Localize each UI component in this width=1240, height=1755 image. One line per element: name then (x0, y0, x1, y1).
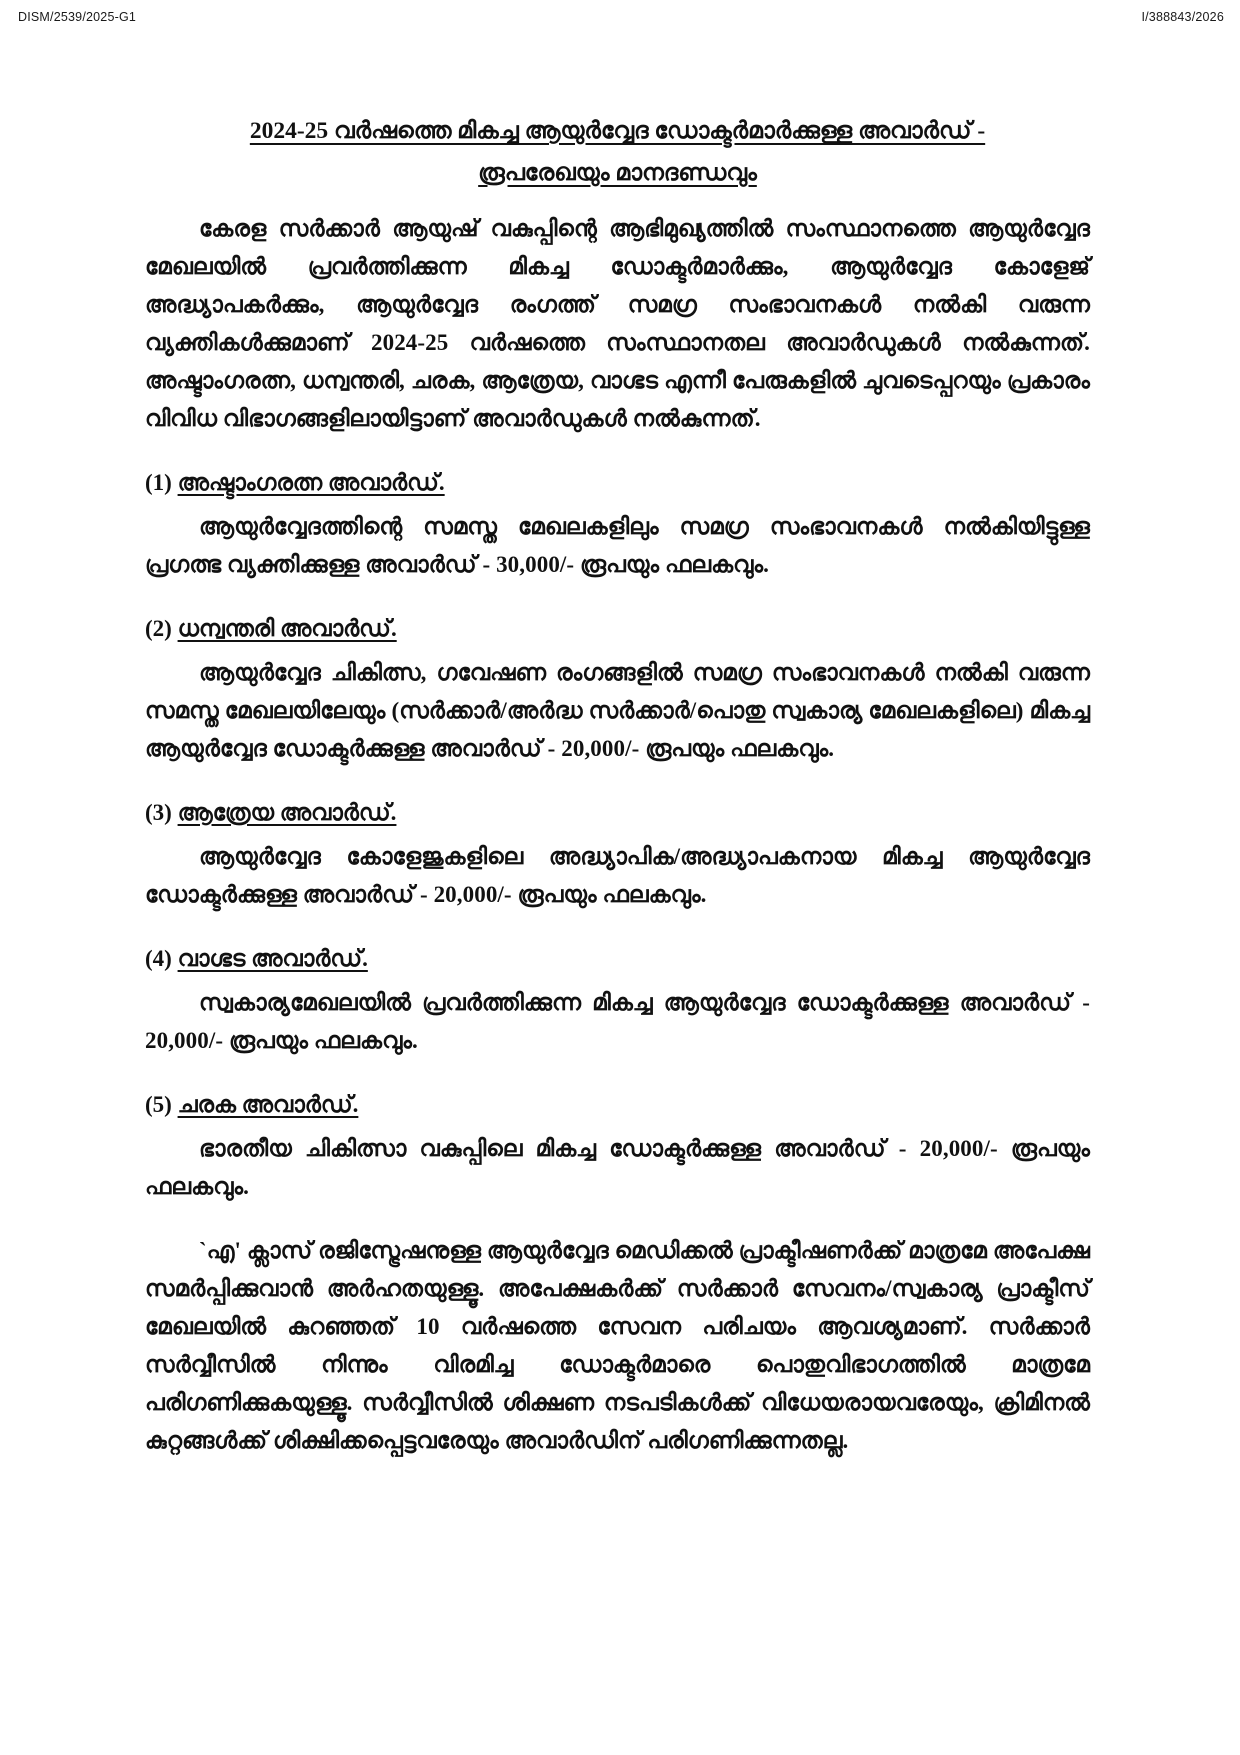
section-body: സ്വകാര്യമേഖലയിൽ പ്രവർത്തിക്കുന്ന മികച്ച ആയുർവ്വേദ ഡോക്ടർക്കുള്ള അവാർഡ് - 20,000/- രൂപയും ഫലകവും. (145, 990, 1090, 1053)
section-charaka (145, 1086, 1090, 1206)
document-content (0, 110, 1240, 1460)
section-heading-text: ചരക അവാർഡ്. (177, 1092, 359, 1117)
section-heading (145, 610, 1090, 648)
section-heading-text: വാഗ്ഭട അവാർഡ്. (177, 946, 368, 971)
section-heading (145, 794, 1090, 832)
section-heading (145, 464, 1090, 502)
section-ashtangaratna (145, 464, 1090, 584)
section-body: ഭാരതീയ ചികിത്സാ വകുപ്പിലെ മികച്ച ഡോക്ടർക്കുള്ള അവാർഡ് - 20,000/- രൂപയും ഫലകവും. (145, 1136, 1090, 1199)
section-body: ആയുർവ്വേദ കോളേജുകളിലെ അദ്ധ്യാപിക/അദ്ധ്യാപകനായ മികച്ച ആയുർവ്വേദ ഡോക്ടർക്കുള്ള അവാർഡ് - 20,000/- രൂപയും ഫലകവും. (145, 844, 1090, 907)
section-number: (2) (145, 616, 172, 641)
intro-paragraph: കേരള സർക്കാർ ആയുഷ് വകുപ്പിന്റെ ആഭിമുഖ്യത്തിൽ സംസ്ഥാനത്തെ ആയുർവ്വേദ മേഖലയിൽ പ്രവർത്തിക്കുന്ന മികച്ച ഡോക്ടർമാർക്കും, ആയുർവ്വേദ കോളേജ് അദ്ധ്യാപകർക്കും, ആയുർവ്വേദ രംഗത്ത് സമഗ്ര സംഭാവനകൾ നൽകി വരുന്ന വ്യക്തികൾക്കുമാണ് 2024-25 വർഷത്തെ സംസ്ഥാനതല അവാർഡുകൾ നൽകുന്നത്. അഷ്ടാംഗരത്ന, ധന്വന്തരി, ചരക, ആത്രേയ, വാഗ്ഭട എന്നീ പേരുകളിൽ ചുവടെപ്പറയും പ്രകാരം വിവിധ വിഭാഗങ്ങളിലായിട്ടാണ് അവാർഡുകൾ നൽകുന്നത്. (145, 216, 1091, 431)
page-header (0, 8, 1240, 24)
section-vagbhata (145, 940, 1090, 1060)
section-heading-text: ധന്വന്തരി അവാർഡ്. (177, 616, 397, 641)
section-dhanwanthari (145, 610, 1090, 768)
section-athreya (145, 794, 1090, 914)
section-heading (145, 1086, 1090, 1124)
document-title (145, 110, 1090, 194)
section-body: ആയുർവ്വേദ ചികിത്സ, ഗവേഷണ രംഗങ്ങളിൽ സമഗ്ര സംഭാവനകൾ നൽകി വരുന്ന സമസ്ത മേഖലയിലേയും (സർക്കാർ/അർദ്ധ സർക്കാർ/പൊതു സ്വകാര്യ മേഖലകളിലെ) മികച്ച ആയുർവ്വേദ ഡോക്ടർക്കുള്ള അവാർഡ് - 20,000/- രൂപയും ഫലകവും. (145, 660, 1090, 761)
section-heading (145, 940, 1090, 978)
document-title-line2: രൂപരേഖയും മാനദണ്ഡവും (478, 160, 757, 186)
section-number: (3) (145, 800, 172, 825)
section-heading-text: അഷ്ടാംഗരത്ന അവാർഡ്. (177, 470, 445, 495)
section-body: ആയുർവ്വേദത്തിന്റെ സമസ്ത മേഖലകളിലും സമഗ്ര സംഭാവനകൾ നൽകിയിട്ടുള്ള പ്രഗത്ഭ വ്യക്തിക്കുള്ള അവാർഡ് - 30,000/- രൂപയും ഫലകവും. (145, 514, 1090, 577)
section-heading-text: ആത്രേയ അവാർഡ്. (177, 800, 397, 825)
reference-number: I/388843/2026 (1141, 10, 1224, 24)
section-number: (5) (145, 1092, 172, 1117)
section-number: (1) (145, 470, 172, 495)
section-number: (4) (145, 946, 172, 971)
closing-paragraph: `എ' ക്ലാസ് രജിസ്ട്രേഷനുള്ള ആയുർവ്വേദ മെഡിക്കൽ പ്രാക്ടീഷണർക്ക് മാത്രമേ അപേക്ഷ സമർപ്പിക്കുവാൻ അർഹതയുള്ളൂ. അപേക്ഷകർക്ക് സർക്കാർ സേവനം/സ്വകാര്യ പ്രാക്ടീസ് മേഖലയിൽ കുറഞ്ഞത് 10 വർഷത്തെ സേവന പരിചയം ആവശ്യമാണ്. സർക്കാർ സർവ്വീസിൽ നിന്നും വിരമിച്ച ഡോക്ടർമാരെ പൊതുവിഭാഗത്തിൽ മാത്രമേ പരിഗണിക്കുകയുള്ളൂ. സർവ്വീസിൽ ശിക്ഷണ നടപടികൾക്ക് വിധേയരായവരേയും, ക്രിമിനൽ കുറ്റങ്ങൾക്ക് ശിക്ഷിക്കപ്പെട്ടവരേയും അവാർഡിന് പരിഗണിക്കുന്നതല്ല. (145, 1238, 1090, 1453)
document-title-line1: 2024-25 വർഷത്തെ മികച്ച ആയുർവ്വേദ ഡോക്ടർമാർക്കുള്ള അവാർഡ് - (249, 118, 986, 144)
file-number: DISM/2539/2025-G1 (18, 10, 137, 24)
